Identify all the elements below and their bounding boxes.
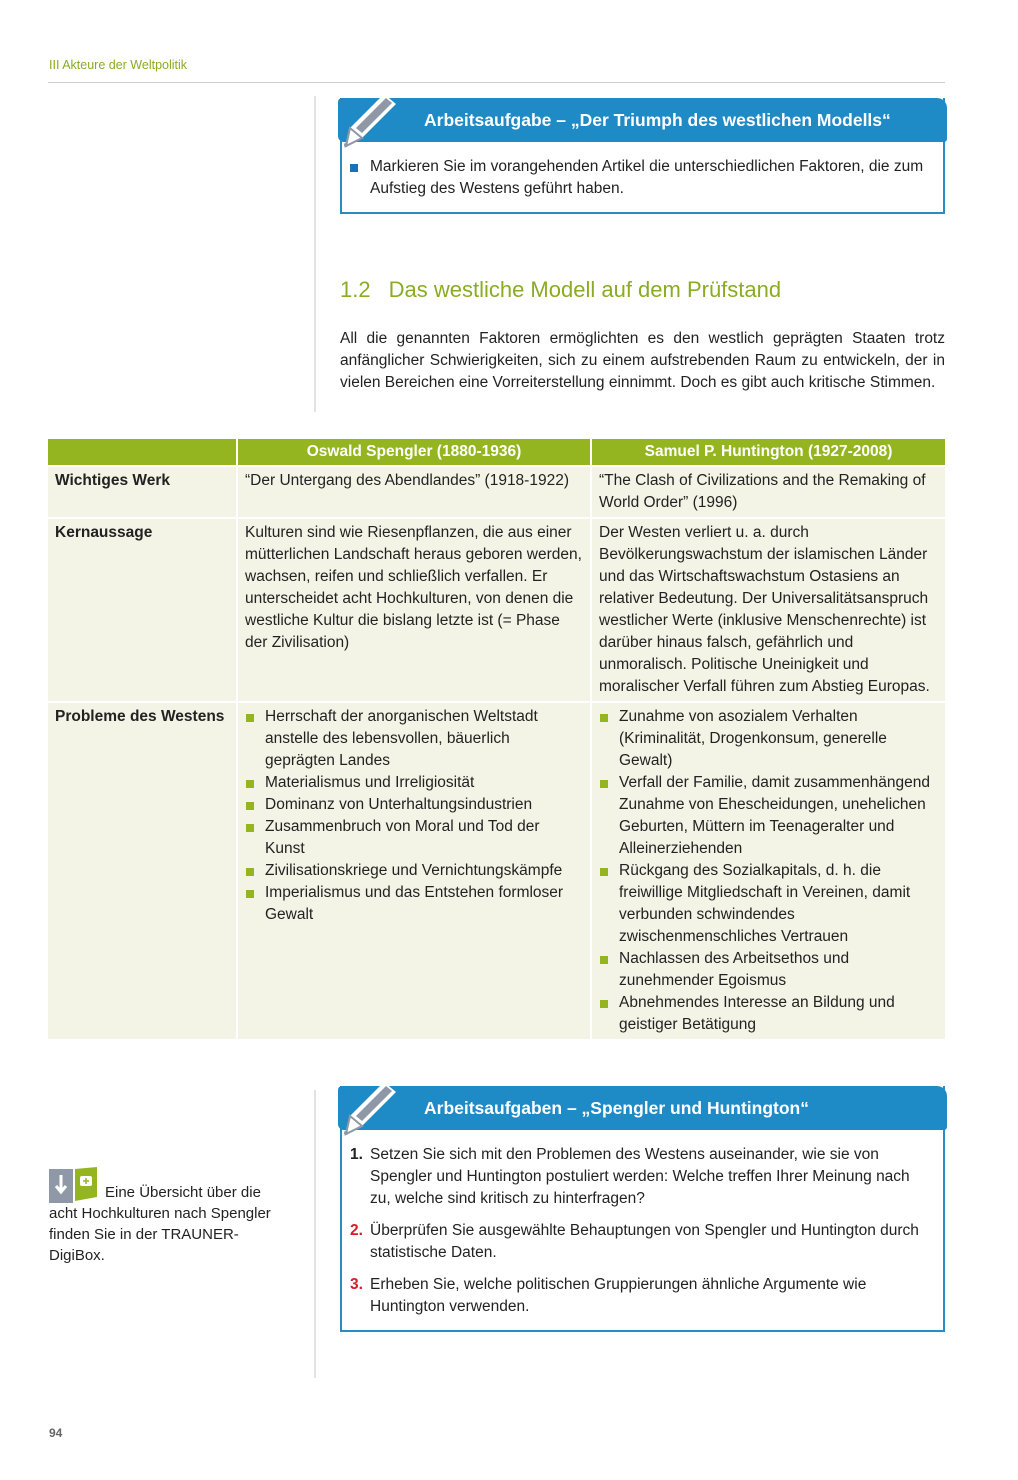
item-number: 1. (350, 1146, 363, 1163)
bullet-icon (600, 780, 608, 788)
bullet-icon (246, 868, 254, 876)
table-cell: “The Clash of Civilizations and the Remaking of World Order” (1996) (591, 466, 945, 518)
task-box-title: Arbeitsaufgabe – „Der Triumph des westlichen Modells“ (338, 98, 947, 142)
table-cell (591, 702, 945, 1040)
bullet-icon (246, 714, 254, 722)
sidenote: Eine Übersicht über die acht Hochkulturen nach Spengler finden Sie in der TRAUNER-DigiBox. (49, 1167, 274, 1266)
task-item: 2. Überprüfen Sie ausgewählte Behauptungen von Spengler und Huntington durch statistische Daten. (350, 1222, 919, 1261)
row-label: Wichtiges Werk (48, 466, 237, 518)
task-item: 3. Erheben Sie, welche politischen Gruppierungen ähnliche Argumente wie Huntington verwenden. (350, 1276, 867, 1315)
bullet-icon (246, 890, 254, 898)
table-header: Oswald Spengler (1880-1936) (237, 439, 591, 466)
column-divider (314, 1090, 316, 1378)
list-item: Materialismus und Irreligiosität (245, 772, 582, 794)
row-label: Kernaussage (48, 518, 237, 702)
list-item: Herrschaft der anorganischen Weltstadt anstelle des lebensvollen, bäuerlich geprägten Landes (245, 706, 582, 772)
bottom-section (0, 1086, 1018, 1376)
item-number: 2. (350, 1222, 363, 1239)
task-box-2 (340, 1086, 945, 1332)
table-cell: Der Westen verliert u. a. durch Bevölkerungswachstum der islamischen Länder und das Wirtschaftswachstum Ostasiens an relativer Bedeutung. Der Universalitätsanspruch westlicher Werte (inklusive Menschenrechte) ist darüber hinaus falsch, gefährlich und unmoralisch. Politische Uneinigkeit und moralischer Verfall führen zum Abstieg Europas. (591, 518, 945, 702)
list-item: Zusammenbruch von Moral und Tod der Kunst (245, 816, 582, 860)
pen-icon (336, 90, 406, 150)
bullet-icon (246, 802, 254, 810)
header-divider (48, 82, 945, 83)
table-header (48, 439, 237, 466)
digibox-download-icon[interactable] (49, 1167, 99, 1203)
table-cell (237, 702, 591, 1040)
section-heading: 1.2 Das westliche Modell auf dem Prüfstand (340, 277, 782, 302)
column-divider (314, 96, 316, 412)
bullet-icon (600, 714, 608, 722)
table-row (48, 702, 945, 1040)
table-cell: Kulturen sind wie Riesenpflanzen, die aus einer mütterlichen Landschaft heraus geboren werden, wachsen, reifen und schließlich verfallen. Er unterscheidet acht Hochkulturen, von denen die westliche Kultur die bislang letzte ist (= Phase der Zivilisation) (237, 518, 591, 702)
table-header: Samuel P. Huntington (1927-2008) (591, 439, 945, 466)
page-number: 94 (49, 1426, 63, 1440)
list-item: Dominanz von Unterhaltungsindustrien (245, 794, 582, 816)
table-row (48, 518, 945, 702)
list-item: Nachlassen des Arbeitsethos und zunehmender Egoismus (599, 948, 937, 992)
comparison-table (48, 439, 945, 1041)
running-header: III Akteure der Weltpolitik (49, 58, 188, 72)
list-item: Zunahme von asozialem Verhalten (Kriminalität, Drogenkonsum, generelle Gewalt) (599, 706, 937, 772)
list-item: Verfall der Familie, damit zusammenhängend Zunahme von Ehescheidungen, unehelichen Geburten, Müttern im Teenageralter und Alleinerziehenden (599, 772, 937, 860)
pen-icon (336, 1078, 406, 1138)
list-item: Abnehmendes Interesse an Bildung und geistiger Betätigung (599, 992, 937, 1036)
list-item: Imperialismus und das Entstehen formloser Gewalt (245, 882, 582, 926)
bullet-icon (600, 956, 608, 964)
bullet-icon (600, 868, 608, 876)
intro-paragraph: All die genannten Faktoren ermöglichten es den westlich geprägten Staaten trotz anfänglicher Schwierigkeiten, sich zu einem aufstrebenden Raum zu entwickeln, der in vielen Bereichen eine Vorreiterstellung einnimmt. Doch es gibt auch kritische Stimmen. (340, 330, 945, 391)
task-box-title: Arbeitsaufgaben – „Spengler und Huntington“ (338, 1086, 947, 1130)
list-item: Rückgang des Sozialkapitals, d. h. die freiwillige Mitgliedschaft in Vereinen, damit verbunden schwindendes zwischenmenschliches Vertrauen (599, 860, 937, 948)
bullet-icon (246, 780, 254, 788)
task-item: Markieren Sie im vorangehenden Artikel die unterschiedlichen Faktoren, die zum Aufstieg des Westens geführt haben. (350, 156, 927, 200)
bullet-icon (246, 824, 254, 832)
task-item: 1. Setzen Sie sich mit den Problemen des Westens auseinander, wie sie von Spengler und Huntington postuliert werden: Welche treffen Ihrer Meinung nach zu, welche sind kritisch zu hinterfragen? (350, 1146, 910, 1207)
bullet-icon (350, 164, 358, 172)
bullet-icon (600, 1000, 608, 1008)
table-cell: “Der Untergang des Abendlandes” (1918-1922) (237, 466, 591, 518)
list-item: Zivilisationskriege und Vernichtungskämpfe (245, 860, 582, 882)
item-number: 3. (350, 1276, 363, 1293)
lower-content (0, 439, 1018, 1480)
task-box-1 (340, 98, 945, 214)
row-label: Probleme des Westens (48, 702, 237, 1040)
table-header-row (48, 439, 945, 466)
table-row (48, 466, 945, 518)
